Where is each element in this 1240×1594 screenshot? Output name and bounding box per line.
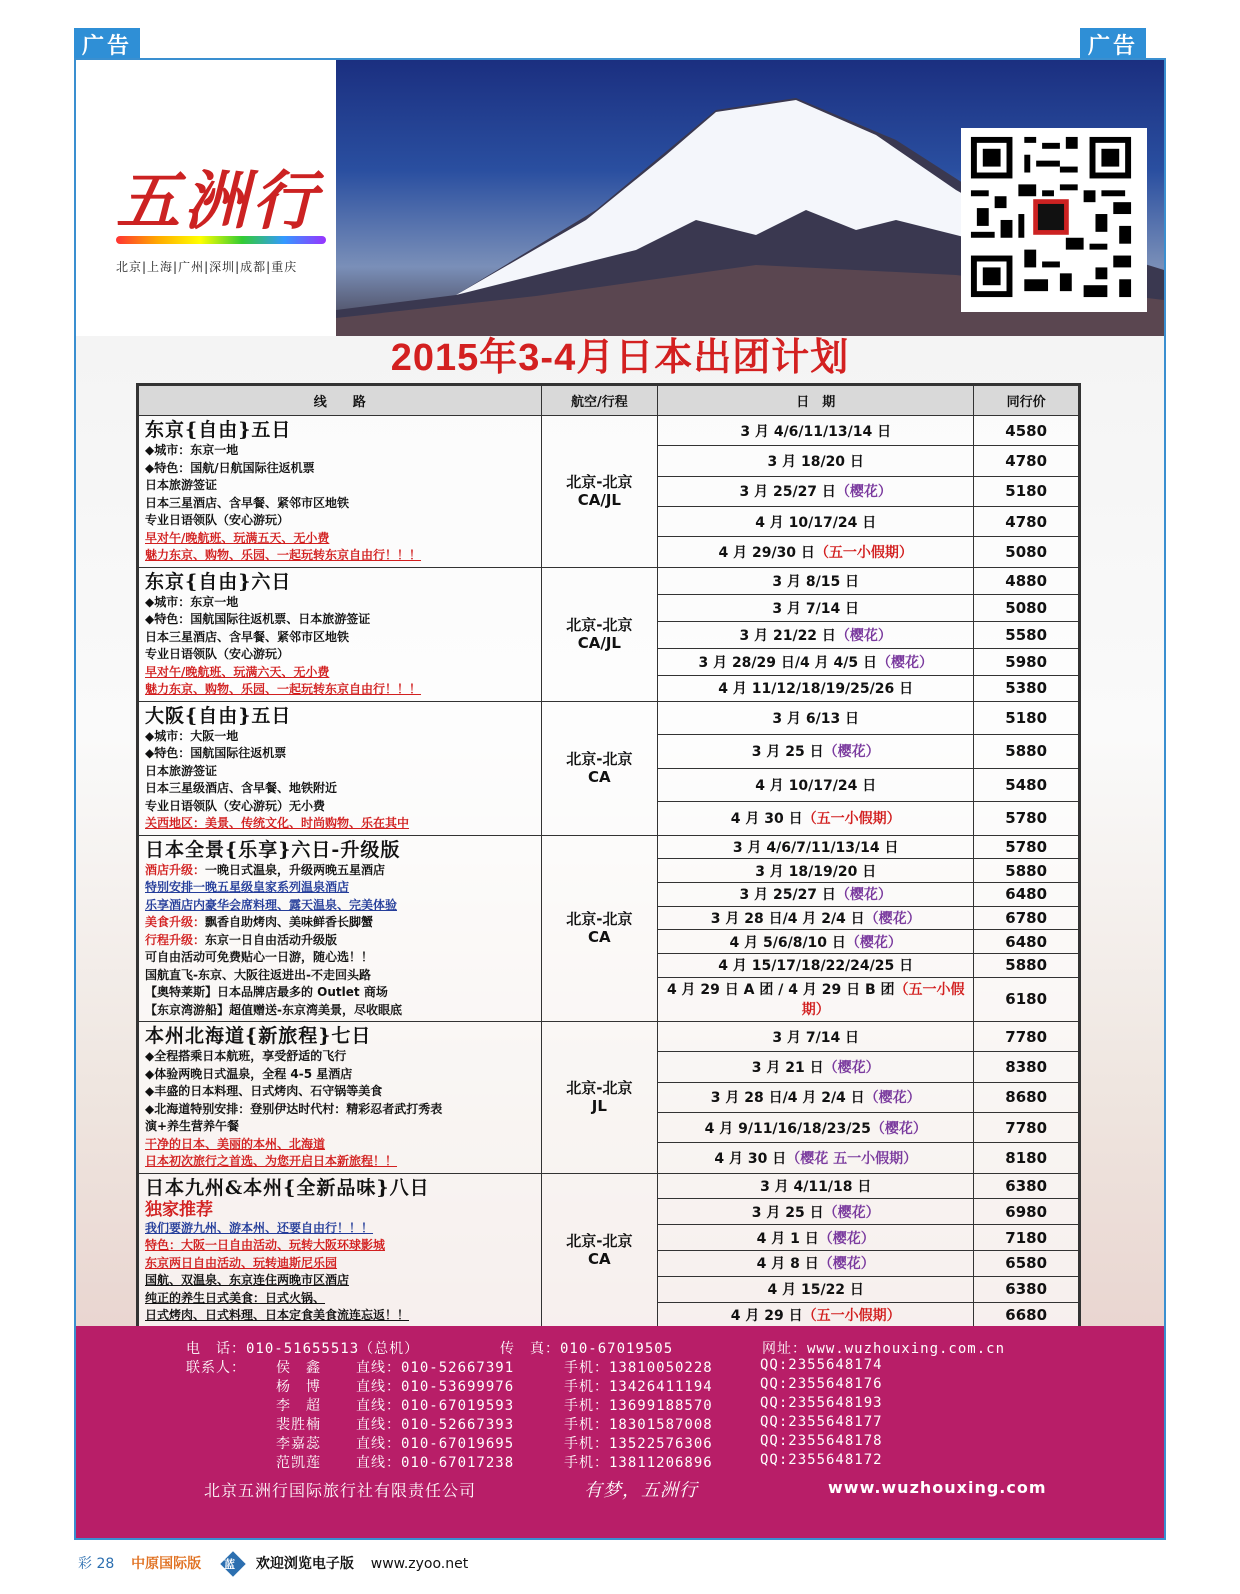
route-feature: ◆特色：国航国际往返机票、日本旅游签证 <box>145 612 371 626</box>
route-cell <box>138 701 542 835</box>
date-note: （樱花） <box>864 1090 921 1107</box>
price-cell: 6180 <box>974 977 1080 1021</box>
route-feature: 特色：大阪一日自由活动、玩转大阪环球影城 <box>145 1238 386 1252</box>
price-cell: 4780 <box>974 446 1080 476</box>
route-feature: 日本三星级酒店、含早餐、地铁附近 <box>145 781 338 795</box>
page-number: 彩 28 <box>78 1556 115 1572</box>
hero-banner <box>76 60 1164 336</box>
departure-date: 4 月 8 日 <box>756 1256 819 1273</box>
recommend-badge: 独家推荐 <box>145 1199 213 1220</box>
price-cell: 5480 <box>974 768 1080 802</box>
departure-date: 4 月 29 日 A 团 / 4 月 29 日 B 团 <box>666 982 895 999</box>
company-name: 北京五洲行国际旅行社有限责任公司 <box>204 1481 477 1500</box>
contact-name: 裴胜楠 <box>276 1417 321 1433</box>
route-feature: 行程升级：东京一日自由活动升级版 <box>145 932 338 947</box>
table-row <box>138 567 1080 594</box>
contact-mobile: 手机：13699188570 <box>564 1398 713 1414</box>
airline-cell <box>541 567 658 701</box>
route-feature: 美食升级：飘香自助烤肉、美味鲜香长脚蟹 <box>145 915 374 929</box>
departure-date: 3 月 25/27 日 <box>739 484 836 501</box>
price-cell: 6780 <box>974 906 1080 930</box>
route-feature: ◆全程搭乘日本航班，享受舒适的飞行 <box>145 1049 347 1063</box>
price-cell: 4580 <box>974 416 1080 446</box>
price-cell: 5080 <box>974 594 1080 621</box>
airline-cell <box>541 701 658 835</box>
date-cell <box>658 735 974 769</box>
route-feature: 干净的日本、美丽的本州、北海道 <box>145 1136 326 1151</box>
route-title: 日本九州&本州{全新品味}八日 <box>145 1176 430 1199</box>
price-cell: 7780 <box>974 1112 1080 1142</box>
contact-qq: QQ:2355648174 <box>760 1357 883 1373</box>
contact-name: 范凯莲 <box>276 1455 321 1471</box>
date-note: （樱花） <box>864 910 921 927</box>
brand-logo <box>116 150 356 275</box>
price-cell: 8680 <box>974 1082 1080 1112</box>
route-feature: ◆城市：大阪一地 <box>145 728 239 743</box>
route-feature: 乐享酒店内豪华会席料理、露天温泉、完美体验 <box>145 897 398 912</box>
fax-text: 传 真：010-67019505 <box>500 1341 674 1357</box>
contact-name: 李 超 <box>276 1398 321 1414</box>
date-note: （樱花） <box>823 1204 880 1221</box>
airline-text: 北京-北京 <box>566 750 633 768</box>
date-cell <box>658 906 974 930</box>
qr-code[interactable] <box>961 128 1147 312</box>
route-feature: 日本三星酒店、含早餐、紧邻市区地铁 <box>145 495 350 510</box>
airline-text: CA <box>588 928 611 947</box>
route-feature: 东京两日自由活动、玩转迪斯尼乐园 <box>145 1255 338 1270</box>
table-row <box>138 835 1080 859</box>
departure-date: 4 月 29/30 日 <box>718 544 815 561</box>
price-cell: 5180 <box>974 476 1080 506</box>
airline-text: CA <box>588 1250 611 1268</box>
date-note: （樱花） <box>835 484 892 501</box>
route-feature: 日式烤肉、日式料理、日本定食美食流连忘返！！ <box>145 1308 410 1322</box>
date-cell <box>658 476 974 506</box>
date-cell <box>658 882 974 906</box>
departure-date: 4 月 30 日 <box>714 1150 787 1167</box>
route-feature: ◆体验两晚日式温泉，全程 4-5 星酒店 <box>145 1066 353 1081</box>
route-feature: 日本旅游签证 <box>145 478 218 492</box>
route-title: 本州北海道{新旅程}七日 <box>145 1025 372 1047</box>
contact-name: 侯 鑫 <box>276 1360 321 1376</box>
departure-date: 4 月 11/12/18/19/25/26 日 <box>718 681 914 697</box>
table-row <box>138 416 1080 446</box>
departure-date: 3 月 21/22 日 <box>739 627 836 644</box>
route-feature: 魅力东京、购物、乐园、一起玩转东京自由行！！！ <box>145 548 422 562</box>
departure-date: 4 月 10/17/24 日 <box>755 514 877 531</box>
contact-qq: QQ:2355648178 <box>760 1433 883 1449</box>
route-feature: 【奥特莱斯】日本品牌店最多的 Outlet 商场 <box>145 985 388 999</box>
airline-text: JL <box>591 1097 607 1116</box>
route-cell <box>138 567 542 701</box>
route-feature: 专业日语领队（安心游玩）无小费 <box>145 798 326 813</box>
price-cell: 5780 <box>974 835 1080 859</box>
price-cell: 5180 <box>974 701 1080 735</box>
departure-date: 4 月 29 日 <box>730 1307 803 1324</box>
contact-qq: QQ:2355648177 <box>760 1414 883 1430</box>
date-note: （五一小假期） <box>814 544 913 561</box>
departure-date: 4 月 30 日 <box>730 811 803 828</box>
contact-qq: QQ:2355648172 <box>760 1452 883 1468</box>
route-title: 大阪{自由}五日 <box>145 704 292 727</box>
route-feature: ◆特色：国航/日航国际往返机票 <box>145 460 315 475</box>
airline-text: CA/JL <box>577 491 621 510</box>
ad-tag-left: 广告 <box>74 28 140 61</box>
table-row <box>138 1022 1080 1052</box>
departure-date: 3 月 7/14 日 <box>772 1029 860 1046</box>
price-cell: 5880 <box>974 953 1080 977</box>
tour-schedule-table <box>136 383 1081 1330</box>
date-cell <box>658 1302 974 1328</box>
contact-direct: 直线：010-67019593 <box>356 1398 515 1414</box>
date-cell <box>658 1250 974 1276</box>
departure-date: 4 月 5/6/8/10 日 <box>729 934 846 951</box>
date-cell <box>658 802 974 836</box>
price-cell: 4880 <box>974 567 1080 594</box>
route-feature: 特别安排一晚五星级皇家系列温泉酒店 <box>145 880 350 894</box>
route-feature: 日本旅游签证 <box>145 763 218 778</box>
route-cell <box>138 835 542 1022</box>
table-row <box>138 1173 1080 1199</box>
departure-date: 3 月 28 日/4 月 2/4 日 <box>710 1090 865 1107</box>
airline-text: 北京-北京 <box>566 910 633 929</box>
route-title: 东京{自由}六日 <box>145 570 292 593</box>
table-header-row <box>138 385 1080 416</box>
price-cell: 6480 <box>974 930 1080 954</box>
route-feature: 纯正的养生日式美食：日式火锅、 <box>145 1290 326 1305</box>
route-feature: ◆特色：国航国际往返机票 <box>145 746 287 760</box>
date-note: （樱花） <box>818 1256 875 1273</box>
date-cell <box>658 594 974 621</box>
date-note: （樱花） <box>823 1059 880 1076</box>
date-note: （樱花） <box>823 744 880 761</box>
date-note: （樱花） <box>818 1230 875 1247</box>
route-cell <box>138 1022 542 1174</box>
departure-date: 3 月 4/6/11/13/14 日 <box>740 423 892 440</box>
ad-tag-right: 广告 <box>1080 28 1146 61</box>
contacts-label: 联系人： <box>186 1360 246 1376</box>
route-feature: 我们要游九州、游本州、还要自由行！！！ <box>145 1220 374 1235</box>
departure-date: 4 月 10/17/24 日 <box>755 777 877 794</box>
route-feature: 国航、双温泉、东京连住两晚市区酒店 <box>145 1273 350 1287</box>
table-row <box>138 701 1080 735</box>
contact-direct: 直线：010-67019695 <box>356 1436 515 1452</box>
airline-text: CA/JL <box>577 634 621 652</box>
date-cell <box>658 701 974 735</box>
contact-mobile: 手机：13811206896 <box>564 1455 713 1471</box>
airline-text: CA <box>588 768 611 786</box>
route-cell <box>138 1173 542 1328</box>
route-title: 东京{自由}五日 <box>145 419 292 441</box>
contact-qq: QQ:2355648193 <box>760 1395 883 1411</box>
contact-name: 杨 博 <box>276 1379 321 1395</box>
contact-qq: QQ:2355648176 <box>760 1376 883 1392</box>
route-feature: 国航直飞-东京、大阪往返进出-不走回头路 <box>145 967 371 982</box>
date-cell <box>658 768 974 802</box>
header-route: 线 路 <box>138 385 542 416</box>
departure-date: 3 月 7/14 日 <box>772 600 860 617</box>
departure-date: 3 月 25/27 日 <box>739 887 836 904</box>
date-cell <box>658 1022 974 1052</box>
date-cell <box>658 1225 974 1251</box>
date-cell <box>658 1112 974 1142</box>
route-feature: 早对午/晚航班、玩满六天、无小费 <box>145 664 330 679</box>
contact-mobile: 手机：13810050228 <box>564 1360 713 1376</box>
departure-date: 3 月 6/13 日 <box>772 710 860 727</box>
airline-cell <box>541 416 658 568</box>
route-feature: 关西地区：美景、传统文化、时尚购物、乐在其中 <box>145 816 410 830</box>
page-footer <box>78 1553 480 1573</box>
date-cell <box>658 537 974 567</box>
footer-text: 欢迎浏览电子版 <box>255 1556 354 1572</box>
phone-text: 电 话：010-51655513（总机） <box>186 1341 420 1357</box>
departure-date: 3 月 21 日 <box>751 1059 824 1076</box>
date-cell <box>658 675 974 701</box>
departure-date: 4 月 15/17/18/22/24/25 日 <box>718 958 914 975</box>
badge-text: 蓝 <box>224 1558 236 1571</box>
date-cell <box>658 506 974 536</box>
edition-name: 中原国际版 <box>131 1556 202 1572</box>
departure-date: 3 月 28 日/4 月 2/4 日 <box>710 910 865 927</box>
price-cell: 5880 <box>974 859 1080 883</box>
date-note: （五一小假期） <box>801 982 965 1019</box>
date-cell <box>658 1143 974 1173</box>
contact-direct: 直线：010-67017238 <box>356 1455 515 1471</box>
departure-date: 3 月 25 日 <box>751 744 824 761</box>
contact-name: 李嘉蕊 <box>276 1436 321 1452</box>
departure-date: 3 月 4/11/18 日 <box>760 1178 872 1195</box>
contact-mobile: 手机：13522576306 <box>564 1436 713 1452</box>
departure-date: 3 月 25 日 <box>751 1204 824 1221</box>
header-price: 同行价 <box>974 385 1080 416</box>
date-note: （五一小假期） <box>802 811 901 828</box>
date-note: （樱花 五一小假期） <box>786 1150 918 1167</box>
date-note: （樱花） <box>835 627 892 644</box>
price-cell: 5380 <box>974 675 1080 701</box>
route-feature: ◆北海道特别安排：登别伊达时代村：精彩忍者武打秀表 <box>145 1101 443 1116</box>
date-cell <box>658 621 974 648</box>
price-cell: 6380 <box>974 1173 1080 1199</box>
price-cell: 6380 <box>974 1276 1080 1302</box>
date-cell <box>658 567 974 594</box>
departure-date: 3 月 28/29 日/4 月 4/5 日 <box>698 654 877 671</box>
header-airline: 航空/行程 <box>541 385 658 416</box>
qr-code-icon <box>964 131 1138 303</box>
price-cell: 7780 <box>974 1022 1080 1052</box>
date-note: （樱花） <box>870 1120 927 1137</box>
price-cell: 5980 <box>974 648 1080 675</box>
contact-direct: 直线：010-52667393 <box>356 1417 515 1433</box>
route-feature: 魅力东京、购物、乐园、一起玩转东京自由行！！！ <box>145 682 422 696</box>
route-feature: 演+养生营养午餐 <box>145 1119 240 1133</box>
airline-text: 北京-北京 <box>566 473 633 492</box>
departure-date: 3 月 18/19/20 日 <box>755 863 877 880</box>
date-note: （樱花） <box>876 654 933 671</box>
contact-mobile: 手机：18301587008 <box>564 1417 713 1433</box>
route-feature: 专业日语领队（安心游玩） <box>145 513 290 527</box>
route-cell <box>138 416 542 568</box>
date-cell <box>658 1199 974 1225</box>
route-feature: 日本初次旅行之首选、为您开启日本新旅程！！ <box>145 1154 398 1168</box>
departure-date: 4 月 9/11/16/18/23/25 <box>704 1120 871 1137</box>
airline-cell <box>541 1173 658 1328</box>
contact-mobile: 手机：13426411194 <box>564 1379 713 1395</box>
logo-text: 五洲行 <box>116 164 320 239</box>
footer-url[interactable]: www.zyoo.net <box>370 1556 469 1572</box>
airline-cell <box>541 835 658 1022</box>
route-feature: 酒店升级：一晚日式温泉，升级两晚五星酒店 <box>145 862 386 877</box>
date-cell <box>658 1052 974 1082</box>
airline-text: 北京-北京 <box>566 1079 633 1098</box>
date-note: （五一小假期） <box>802 1307 901 1324</box>
route-title: 日本全景{乐享}六日-升级版 <box>145 838 401 861</box>
price-cell: 8180 <box>974 1143 1080 1173</box>
date-cell <box>658 977 974 1021</box>
contact-panel <box>76 1326 1164 1538</box>
price-cell: 5080 <box>974 537 1080 567</box>
price-cell: 5580 <box>974 621 1080 648</box>
date-cell <box>658 953 974 977</box>
date-cell <box>658 416 974 446</box>
route-feature: 专业日语领队（安心游玩） <box>145 647 290 661</box>
airline-text: 北京-北京 <box>566 1232 633 1250</box>
departure-date: 3 月 4/6/7/11/13/14 日 <box>732 839 899 856</box>
price-cell: 6480 <box>974 882 1080 906</box>
website-text[interactable]: 网址：www.wuzhouxing.com.cn <box>762 1341 1006 1357</box>
price-cell: 7180 <box>974 1225 1080 1251</box>
date-cell <box>658 446 974 476</box>
date-cell <box>658 1276 974 1302</box>
departure-date: 4 月 15/22 日 <box>767 1282 864 1299</box>
price-cell: 5780 <box>974 802 1080 836</box>
route-feature: 【东京湾游船】超值赠送-东京湾美景，尽收眼底 <box>145 1002 402 1017</box>
airline-cell <box>541 1022 658 1174</box>
header-date: 日 期 <box>658 385 974 416</box>
route-feature: ◆城市：东京一地 <box>145 594 239 609</box>
airline-text: 北京-北京 <box>566 616 633 634</box>
contact-direct: 直线：010-52667391 <box>356 1360 515 1376</box>
date-cell <box>658 1082 974 1112</box>
price-cell: 4780 <box>974 506 1080 536</box>
route-feature: 日本三星酒店、含早餐、紧邻市区地铁 <box>145 629 350 644</box>
date-cell <box>658 930 974 954</box>
slogan: 有梦，五洲行 <box>584 1480 698 1501</box>
route-feature: 早对午/晚航班、玩满五天、无小费 <box>145 530 330 545</box>
route-feature: 可自由活动可免费贴心一日游，随心选！！ <box>145 950 374 964</box>
price-cell: 6680 <box>974 1302 1080 1328</box>
date-note: （樱花） <box>845 934 902 951</box>
company-website[interactable]: www.wuzhouxing.com <box>828 1478 1047 1497</box>
price-cell: 5880 <box>974 735 1080 769</box>
departure-date: 4 月 1 日 <box>756 1230 819 1247</box>
route-feature: ◆丰盛的日本料理、日式烤肉、石守锅等美食 <box>145 1084 383 1098</box>
date-cell <box>658 1173 974 1199</box>
contact-direct: 直线：010-53699976 <box>356 1379 515 1395</box>
date-cell <box>658 859 974 883</box>
date-note: （樱花） <box>835 887 892 904</box>
price-cell: 6980 <box>974 1199 1080 1225</box>
branch-cities: 北京|上海|广州|深圳|成都|重庆 <box>116 260 298 274</box>
departure-date: 3 月 18/20 日 <box>767 453 864 470</box>
route-feature: ◆城市：东京一地 <box>145 443 239 457</box>
price-cell: 6580 <box>974 1250 1080 1276</box>
departure-date: 3 月 8/15 日 <box>772 573 860 590</box>
price-cell: 8380 <box>974 1052 1080 1082</box>
date-cell <box>658 835 974 859</box>
date-cell <box>658 648 974 675</box>
page-title: 2015年3-4月日本出团计划 <box>390 337 850 379</box>
